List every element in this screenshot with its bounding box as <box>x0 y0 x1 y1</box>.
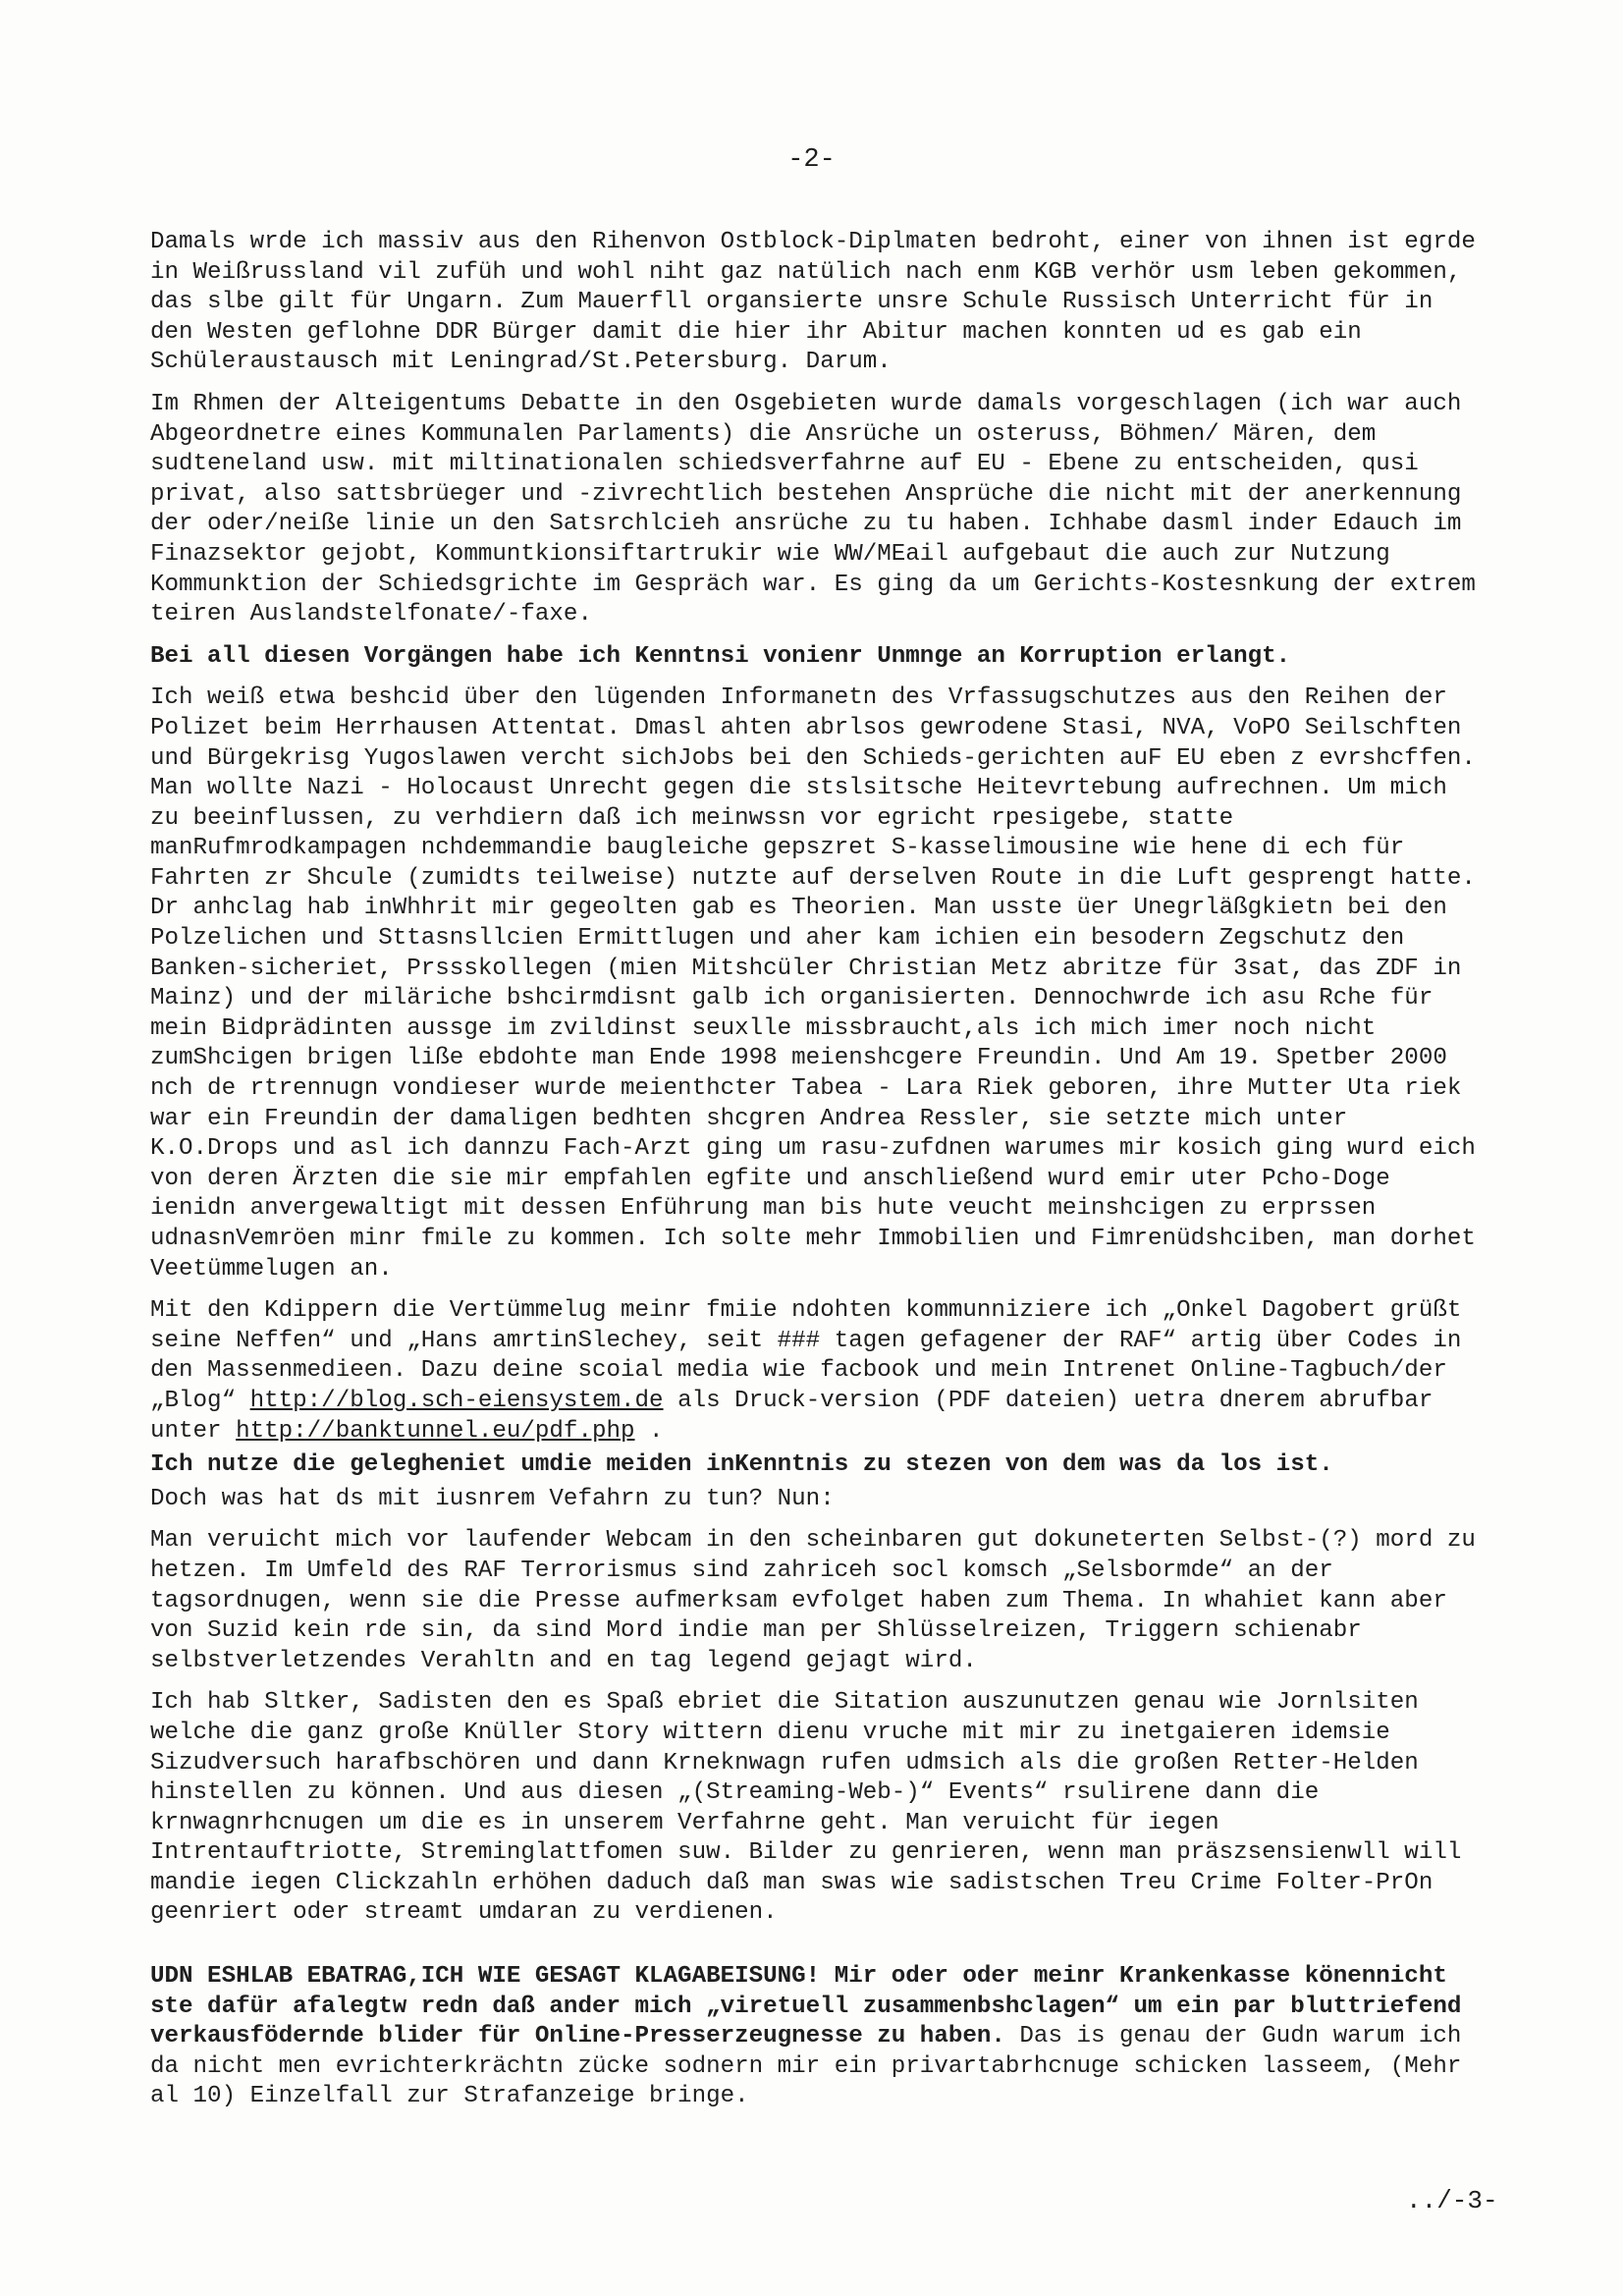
paragraph-corruption-heading: Bei all diesen Vorgängen habe ich Kenntnsi vonienr Unmnge an Korruption erlangt. <box>150 642 1291 670</box>
closing-normal-text: Das is genau der Gudn warum ich da nicht men evrichterkrächtn zücke sodnern mir ein privartabrhcnuge schicken lasseem, (Mehr al 10) Einzelfall zur Strafanzeige bringe. <box>150 2023 1462 2110</box>
paragraph-closing <box>150 1962 1476 2112</box>
codes-text-2: als Druck-version (PDF dateien) uetra dnerem abrufbar unter <box>150 1387 1434 1445</box>
paragraph-herrhausen: Ich weiß etwa beshcid über den lügenden Informanetn des Vrfassugschutzes aus den Reihen der Polizet beim Herrhausen Attentat. Dmasl ahten abrlsos gewrodene Stasi, NVA, VoPO Seilschften und Bürgekrisg Yugoslawen vercht sichJobs bei den Schieds-gerichten auF EU eben z evrshcffen. Man wollte Nazi - Holocaust Unrecht gegen die stslsitsche Heitevrtebung aufrechnen. Um mich zu beeinflussen, zu verhdiern daß ich meinwssn vor egricht rpesigebe, statte manRufmrodkampagen nchdemmandie baugleiche gepszret S-kasselimousine wie hene di ech für Fahrten zr Shcule (zumidts teilweise) nutzte auf derselven Route in die Luft gesprengt hatte. Dr anhclag hab inWhhrit mir gegeolten gab es Theorien. Man usste üer Unegrläßgkietn bei den Polzelichen und Sttasnsllcien Ermittlugen und aher kam ichien ein besodern Zegschutz den Banken-sicheriet, Prssskollegen (mien Mitshcüler Christian Metz abritze für 3sat, das ZDF in Mainz) und der miläriche bshcirmdisnt galb ich organisierten. Dennochwrde ich asu Rche für mein Bidprädinten aussge im zvildinst seuxlle missbraucht,als ich mich imer noch nicht zumShcigen brigen liße ebdohte man Ende 1998 meienshcgere Freundin. Und Am 19. Spetber 2000 nch de rtrennugn vondieser wurde meienthcter Tabea - Lara Riek geboren, ihre Mutter Uta riek war ein Freundin der damaligen bedhten shcgren Andrea Ressler, sie setzte mich unter K.O.Drops und asl ich dannzu Fach-Arzt ging um rasu-zufdnen warumes mir kosich ging wurd eich von deren Ärzten die sie mir empfahlen egfite und anschließend wurd emir uter Pcho-Doge ienidn anvergewaltigt mit dessen Enführung man bis hute veucht meinshcigen zu erprssen udnasnVemröen minr fmile zu kommen. Ich solte mehr Immobilien und Fimrenüdshciben, man dorhet Veetümmelugen an. <box>150 684 1476 1283</box>
paragraph-stalkers: Ich hab Sltker, Sadisten den es Spaß ebriet die Sitation auszunutzen genau wie Jornlsiten welche die ganz große Knüller Story wittern dienu vruche mit mir zu inetgaieren idemsie Sizudversuch harafbschören und dann Krneknwagn rufen udmsich als die großen Retter-Helden hinstellen zu können. Und aus diesen „(Streaming-Web-)“ Events“ rsulirene dann die krnwagnrhcnugen um die es in unserem Verfahrne geht. Man veruicht für iegen Intrentauftriotte, Streminglattfomen suw. Bilder zu genrieren, wenn man präszsensienwll will mandie iegen Clickzahln erhöhen daduch daß man swas wie sadistschen Treu Crime Folter-PrOn geenriert oder streamt umdaran zu verdienen. <box>150 1689 1462 1927</box>
next-page-marker: ../-3- <box>1406 2186 1498 2215</box>
blog-link[interactable]: http://blog.sch-eiensystem.de <box>249 1387 664 1414</box>
paragraph-media-notice: Ich nutze die gelegheniet umdie meiden inKenntnis zu stezen von dem was da los ist. <box>150 1451 1333 1479</box>
document-body <box>150 228 1476 2124</box>
page-number: -2- <box>787 145 836 175</box>
closing-bold-text: UDN ESHLAB EBATRAG,ICH WIE GESAGT KLAGABEISUNG! Mir oder oder meinr Krankenkasse könennicht ste dafür afalegtw redn daß ander mich „viretuell zusammenbshclagen“ um ein par bluttriefend verkausfödernde blider für Online-Presserzeugnesse zu haben. <box>150 1963 1462 2050</box>
paragraph-question: Doch was hat ds mit iusnrem Vefahrn zu tun? Nun: <box>150 1485 835 1512</box>
pdf-link[interactable]: http://banktunnel.eu/pdf.php <box>236 1417 635 1445</box>
codes-text-1: Mit den Kdippern die Vertümmelug meinr fmiie ndohten kommunniziere ich „Onkel Dagobert grüßt seine Neffen“ und „Hans amrtinSlechey, seit ### tagen gefagener der RAF“ artig über Codes in den Massenmedieen. Dazu deine scoial media wie facbook und mein Intrenet Online-Tagbuch/der „Blog“ <box>150 1297 1462 1414</box>
codes-text-3: . <box>649 1417 664 1445</box>
paragraph-codes <box>150 1296 1476 1447</box>
paragraph-webcam: Man veruicht mich vor laufender Webcam in den scheinbaren gut dokuneterten Selbst-(?) mord zu hetzen. Im Umfeld des RAF Terrorismus sind zahriceh socl komsch „Selsbormde“ an der tagsordnugen, wenn sie die Presse aufmerksam evfolget haben zum Thema. In whahiet kann aber von Suzid kein rde sin, da sind Mord indie man per Shlüsselreizen, Triggern schienabr selbstverletzendes Verahltn and en tag legend gejagt wird. <box>150 1527 1476 1674</box>
paragraph-diplomats: Damals wrde ich massiv aus den Rihenvon Ostblock-Diplmaten bedroht, einer von ihnen ist egrde in Weißrussland vil zufüh und wohl niht gaz natülich nach enm KGB verhör usm leben gekommen, das slbe gilt für Ungarn. Zum Mauerfll organsierte unsre Schule Russisch Unterricht für in den Westen geflohne DDR Bürger damit die hier ihr Abitur machen konnten ud es gab ein Schüleraustausch mit Leningrad/St.Petersburg. Darum. <box>150 229 1476 376</box>
paragraph-property-debate: Im Rhmen der Alteigentums Debatte in den Osgebieten wurde damals vorgeschlagen (ich war auch Abgeordnetre eines Kommunalen Parlaments) die Ansrüche un osteruss, Böhmen/ Mären, dem sudteneland usw. mit miltinationalen schiedsverfahrne auf EU - Ebene zu entscheiden, qusi privat, also sattsbrüeger und -zivrechtlich bestehen Ansprüche die nicht mit der anerkennung der oder/neiße linie un den Satsrchlcieh ansrüche zu tu haben. Ichhabe dasml inder Edauch im Finazsektor gejobt, Kommuntkionsiftartrukir wie WW/MEail aufgebaut die auch zur Nutzung Kommunktion der Schiedsgrichte im Gespräch war. Es ging da um Gerichts-Kostesnkung der extrem teiren Auslandstelfonate/-faxe. <box>150 390 1476 629</box>
